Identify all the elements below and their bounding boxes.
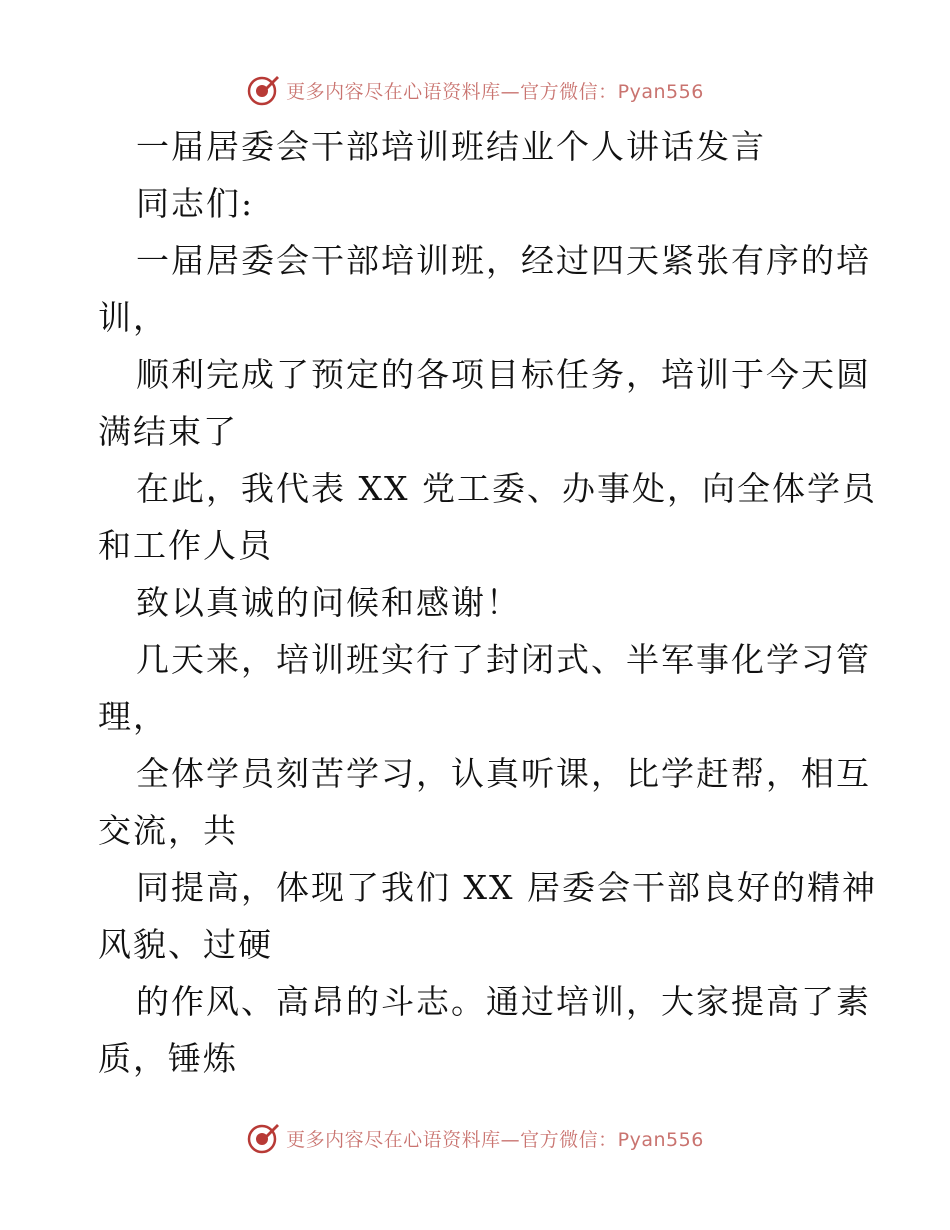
text-line: 的作风、高昂的斗志。通过培训，大家提高了素 <box>136 982 871 1021</box>
text-line: 致以真诚的问候和感谢！ <box>136 583 521 622</box>
document-body <box>98 118 877 1087</box>
text-line: 训， <box>98 298 168 337</box>
text-line: 一届居委会干部培训班，经过四天紧张有序的培 <box>136 241 871 280</box>
text-line: 一届居委会干部培训班结业个人讲话发言 <box>136 127 766 166</box>
footer-watermark <box>0 1118 950 1158</box>
text-line: 全体学员刻苦学习，认真听课，比学赶帮，相互 <box>136 754 871 793</box>
watermark-text: 更多内容尽在心语资料库—官方微信：Pyan556 <box>286 80 704 103</box>
pen-logo-icon <box>246 1121 280 1155</box>
text-line: 和工作人员 <box>98 526 273 565</box>
text-line: 质，锤炼 <box>98 1039 238 1078</box>
text-line: 同志们: <box>136 184 255 223</box>
text-line: 风貌、过硬 <box>98 925 273 964</box>
text-line: 满结束了 <box>98 412 238 451</box>
text-line: 理， <box>98 697 168 736</box>
watermark-text: 更多内容尽在心语资料库—官方微信：Pyan556 <box>286 1128 704 1151</box>
text-line: 同提高，体现了我们 XX 居委会干部良好的精神 <box>136 868 877 907</box>
text-line: 在此，我代表 XX 党工委、办事处，向全体学员 <box>136 469 877 508</box>
text-line: 交流，共 <box>98 811 238 850</box>
header-watermark <box>0 70 950 110</box>
pen-logo-icon <box>246 73 280 107</box>
text-line: 顺利完成了预定的各项目标任务，培训于今天圆 <box>136 355 871 394</box>
text-line: 几天来，培训班实行了封闭式、半军事化学习管 <box>136 640 871 679</box>
